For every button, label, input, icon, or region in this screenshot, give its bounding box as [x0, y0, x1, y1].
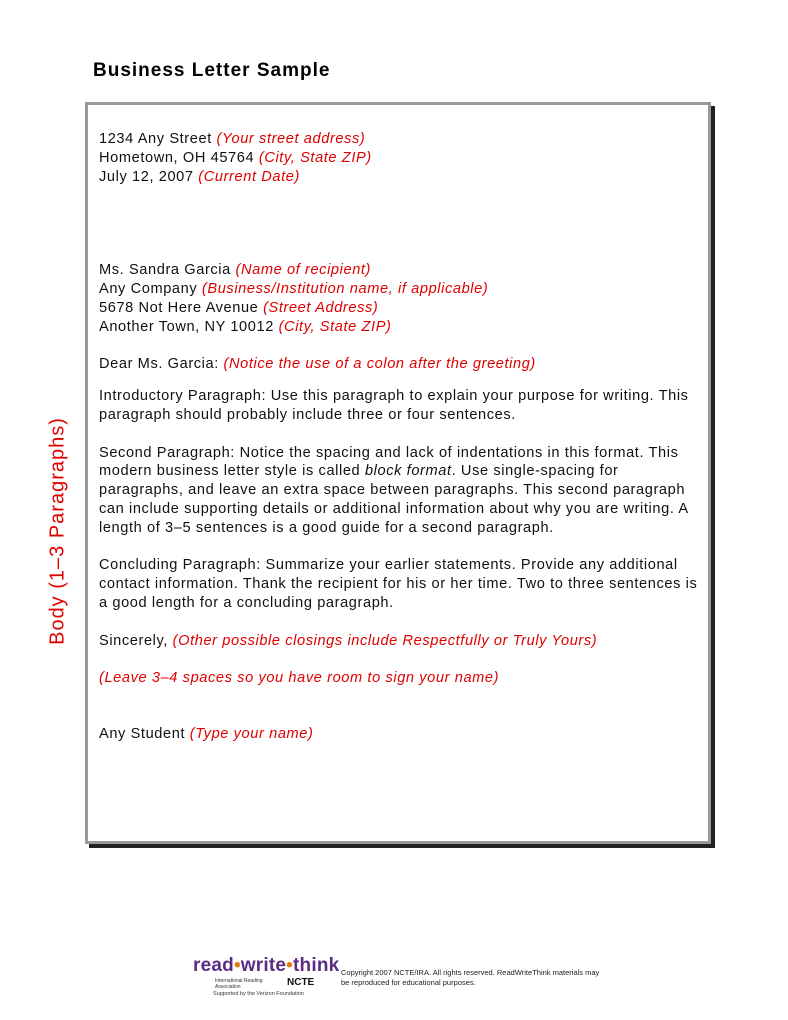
recipient-street: 5678 Not Here Avenue [99, 299, 259, 316]
recipient-street-note: (Street Address) [263, 299, 379, 316]
second-paragraph [99, 444, 699, 538]
letter-date: July 12, 2007 [99, 168, 194, 185]
letter-content [99, 130, 699, 744]
closing [99, 632, 699, 651]
second-paragraph-start: Second Paragraph: Notice the spacing and lack of indentations in this format. This modern business letter style is called [99, 444, 679, 480]
recipient-company-note: (Business/Institution name, if applicable) [201, 281, 489, 298]
supported-by-text: Supported by the Verizon Foundation [213, 991, 304, 997]
recipient-company-line [99, 280, 699, 299]
sender-city-line [99, 149, 699, 168]
sender-street-note: (Your street address) [216, 131, 366, 147]
recipient-address [99, 261, 699, 336]
signature-name: Any Student [99, 725, 186, 742]
letter-date-line [99, 168, 699, 187]
recipient-name-note: (Name of recipient) [235, 262, 372, 279]
recipient-city-line [99, 318, 699, 337]
footer [193, 955, 603, 1005]
signature [99, 725, 699, 744]
recipient-city-note: (City, State ZIP) [278, 318, 392, 335]
page-title: Business Letter Sample [93, 60, 331, 81]
sender-city-note: (City, State ZIP) [258, 149, 372, 166]
body-side-label: Body (1–3 Paragraphs) [46, 417, 69, 645]
greeting [99, 355, 699, 374]
greeting-note: (Notice the use of a colon after the greeting) [223, 356, 536, 373]
readwritethink-logo: read•write•think [193, 955, 340, 976]
sender-street-line [99, 130, 699, 149]
recipient-name-line [99, 261, 699, 280]
copyright-notice: Copyright 2007 NCTE/IRA. All rights reserved. ReadWriteThink materials may be reproduced for educational purposes. [341, 968, 600, 987]
signature-space-note: (Leave 3–4 spaces so you have room to sign your name) [99, 670, 500, 687]
closing-note: (Other possible closings include Respectfully or Truly Yours) [172, 632, 598, 649]
letter-date-note: (Current Date) [198, 168, 300, 185]
intro-paragraph: Introductory Paragraph: Use this paragraph to explain your purpose for writing. This paragraph should probably include three or four sentences. [99, 388, 689, 423]
second-paragraph-emphasis: block format [364, 463, 452, 480]
sender-address [99, 130, 699, 186]
concluding-paragraph: Concluding Paragraph: Summarize your earlier statements. Provide any additional contact information. Thank the recipient for his or her time. Two to three sentences is a good length for a concluding paragraph. [99, 557, 698, 611]
closing-text: Sincerely, [99, 632, 168, 649]
ira-logo-text: International Reading Association [215, 978, 263, 990]
recipient-city: Another Town, NY 10012 [99, 318, 274, 335]
recipient-name: Ms. Sandra Garcia [99, 262, 231, 279]
sender-street: 1234 Any Street [99, 131, 212, 147]
second-paragraph-end: . Use single-spacing for paragraphs, and leave an extra space between paragraphs. This second paragraph can include supporting details or additional information about why you are writing. A length of 3–5 sentences is a good guide for a second paragraph. [99, 463, 688, 536]
recipient-street-line [99, 299, 699, 318]
recipient-company: Any Company [99, 281, 198, 298]
ncte-logo-text: NCTE [287, 977, 315, 988]
sender-city: Hometown, OH 45764 [99, 149, 255, 166]
signature-note: (Type your name) [189, 725, 314, 742]
greeting-text: Dear Ms. Garcia: [99, 356, 219, 373]
